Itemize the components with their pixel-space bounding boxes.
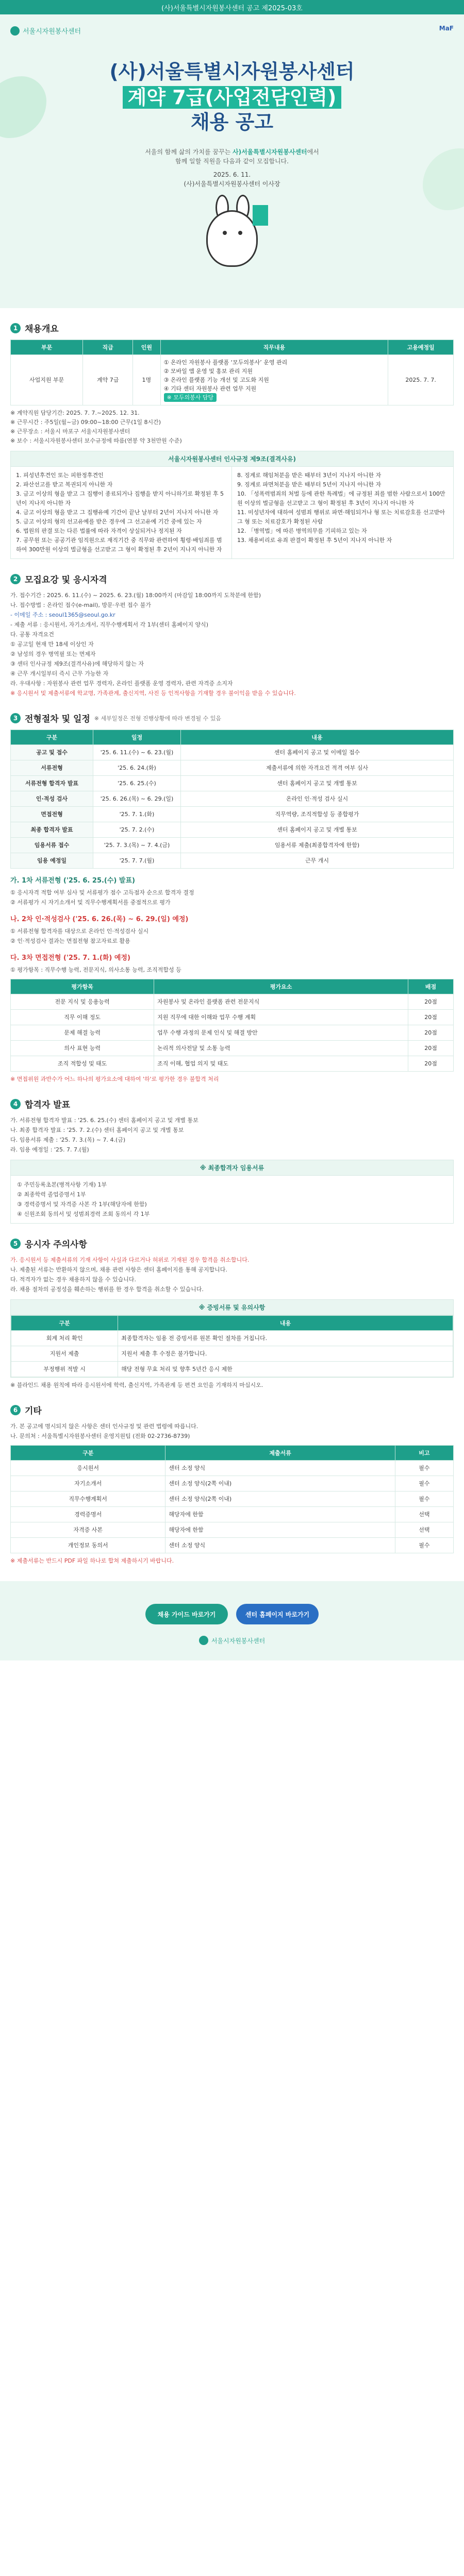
table-cell: 필수 (395, 1538, 453, 1553)
table-cell: '25. 6. 24.(화) (93, 760, 181, 776)
table-row (11, 1025, 454, 1041)
col-header: 내용 (118, 1316, 453, 1331)
table-cell: '25. 7. 1.(화) (93, 807, 181, 822)
table-cell: 선택 (395, 1507, 453, 1522)
table-cell: '25. 7. 3.(목) ~ 7. 4.(금) (93, 838, 181, 853)
col-header: 구분 (11, 730, 93, 745)
section-note: ※ 세부일정은 전형 진행상황에 따라 변경될 수 있음 (94, 715, 222, 722)
list-item: 가. 서류전형 합격자 발표 : '25. 6. 25.(수) 센터 홈페이지 공고 및 개별 통보 (10, 1117, 198, 1124)
table-cell: 문제 해결 능력 (11, 1025, 154, 1041)
table-row (11, 1476, 454, 1492)
list-item: 다. 공통 자격요건 (10, 631, 54, 638)
col-header: 인원 (133, 340, 161, 355)
table-cell: 센터 홈페이지 공고 및 개별 통보 (181, 776, 454, 791)
section-cautions (10, 1237, 454, 1390)
table-row (11, 1056, 454, 1072)
table-row (11, 1522, 454, 1538)
section-title-text: 모집요강 및 응시자격 (25, 575, 107, 585)
table-row (11, 853, 454, 869)
hero-title-line2 (0, 81, 464, 110)
rule-item: 6. 법원의 판결 또는 다른 법률에 따라 자격이 상실되거나 정지된 자 (16, 528, 182, 534)
col-header: 구분 (11, 1446, 165, 1461)
caution-box (10, 1299, 454, 1378)
list-item: 나. 접수방법 : 온라인 접수(e-mail), 방문·우편 접수 불가 (10, 602, 151, 608)
col-header: 직급 (83, 340, 133, 355)
duty-item: ② 모바일 앱 운영 및 홍보 관리 지원 (163, 368, 253, 375)
partner-badge: MaF (439, 25, 454, 32)
section-number: 5 (10, 1239, 21, 1249)
list-item: ① 주민등록초본(병적사항 기재) 1부 (17, 1181, 107, 1188)
note-line: ※ 계약직원 담당기간: 2025. 7. 7.~2025. 12. 31. (10, 410, 140, 416)
section-etc (10, 1403, 454, 1566)
section-number: 2 (10, 574, 21, 584)
section-number: 4 (10, 1099, 21, 1109)
list-item: ③ 경력증명서 및 자격증 사본 각 1부(해당자에 한함) (17, 1201, 147, 1208)
table-row (11, 1538, 454, 1553)
table-cell: 최종 합격자 발표 (11, 822, 93, 838)
section-title (10, 1403, 454, 1416)
list-item: 라. 임용 예정일 : '25. 7. 7.(월) (10, 1146, 89, 1153)
section-announcement (10, 1097, 454, 1224)
col-header: 직무내용 (160, 340, 388, 355)
rule-item: 5. 금고 이상의 형의 선고유예를 받은 경우에 그 선고유예 기간 중에 있는 자 (16, 518, 202, 525)
table-cell: 해당자에 한함 (165, 1522, 395, 1538)
table-cell: 센터 홈페이지 공고 및 이메일 접수 (181, 745, 454, 760)
section-requirements (10, 572, 454, 698)
table-cell: 필수 (395, 1476, 453, 1492)
hero-banner (0, 14, 464, 308)
table-row (11, 1331, 453, 1346)
table-row (11, 791, 454, 807)
table-cell: 임용 예정일 (11, 853, 93, 869)
hero-desc-text: 서울의 함께 삶의 가치를 꿈꾸는 (145, 148, 231, 156)
list-item: ③ 센터 인사규정 제9조(결격사유)에 해당하지 않는 자 (10, 660, 144, 667)
topbar-notice: (사)서울특별시자원봉사센터 공고 제2025-03호 (0, 0, 464, 14)
table-row (11, 1346, 453, 1362)
table-cell: 서류전형 합격자 발표 (11, 776, 93, 791)
table-row (11, 1461, 454, 1476)
list-item: ④ 신원조회 동의서 및 성범죄경력 조회 동의서 각 1부 (17, 1211, 150, 1217)
duty-badge: ※ 모두의봉사 담당 (164, 393, 217, 402)
col-header: 비고 (395, 1446, 453, 1461)
table-cell: 20점 (408, 1025, 454, 1041)
table-cell: 업무 수행 과정의 문제 인식 및 해결 방안 (154, 1025, 408, 1041)
footer (0, 1581, 464, 1660)
table-cell: 공고 및 접수 (11, 745, 93, 760)
section-number: 1 (10, 323, 21, 333)
section-overview (10, 321, 454, 559)
table-cell: '25. 6. 11.(수) ~ 6. 23.(월) (93, 745, 181, 760)
list-item: 나. 문의처 : 서울특별시자원봉사센터 운영지원팀 (전화 02-2736-8739) (10, 1433, 190, 1439)
table-cell: 센터 소정 양식(2쪽 이내) (165, 1492, 395, 1507)
table-cell: 해당 전형 무효 처리 및 향후 5년간 응시 제한 (118, 1362, 453, 1377)
warning-text: ※ 응시원서 및 제출서류에 학교명, 가족관계, 출신지역, 사진 등 인적사항을 기재할 경우 불이익을 받을 수 있습니다. (10, 690, 296, 697)
rule-item: 12. 「병역법」에 따른 병역의무를 기피하고 있는 자 (237, 528, 367, 534)
score-note: ※ 면접위원 과반수가 어느 하나의 평가요소에 대하여 '하'로 평가한 경우 불합격 처리 (10, 1076, 219, 1082)
table-cell: 센터 소정 양식 (165, 1461, 395, 1476)
list-item: 가. 응시원서 등 제출서류의 기재 사항이 사실과 다르거나 허위로 기재된 경우 합격을 취소합니다. (10, 1257, 250, 1263)
table-cell: '25. 6. 25.(수) (93, 776, 181, 791)
list-item: ① 서류전형 합격자를 대상으로 온라인 인·적성검사 실시 (10, 928, 149, 935)
sub-title-interview: 다. 3차 면접전형 ('25. 7. 1.(화) 예정) (10, 954, 130, 962)
table-cell: 온라인 인·적성 검사 실시 (181, 791, 454, 807)
list-item: 라. 우대사항 : 자원봉사 관련 업무 경력자, 온라인 플랫폼 운영 경력자, 관련 자격증 소지자 (10, 680, 233, 687)
table-cell: 20점 (408, 1056, 454, 1072)
table-cell: 조직 적합성 및 태도 (11, 1056, 154, 1072)
cell-start-date: 2025. 7. 7. (388, 355, 454, 405)
col-header: 일정 (93, 730, 181, 745)
sub-title-document: 가. 1차 서류전형 ('25. 6. 25.(수) 발표) (10, 877, 135, 885)
table-row (11, 1362, 453, 1377)
rule-item: 2. 파산선고를 받고 복권되지 아니한 자 (16, 481, 113, 488)
table-row (11, 822, 454, 838)
col-header: 평가요소 (154, 979, 408, 994)
box-left-col (11, 467, 232, 558)
guide-button[interactable]: 채용 가이드 바로가기 (145, 1604, 228, 1624)
section-title (10, 321, 454, 334)
rule-item: 10. 「성폭력범죄의 처벌 등에 관한 특례법」에 규정된 죄를 범한 사람으로서 100만원 이상의 벌금형을 선고받고 그 형이 확정된 후 3년이 지나지 아니한 자 (237, 490, 445, 506)
hero-title-highlight: 계약 7급(사업전담인력) (123, 86, 342, 109)
table-cell: 해당자에 한함 (165, 1507, 395, 1522)
box-title: ※ 증빙서류 및 유의사항 (11, 1300, 453, 1315)
table-cell: 자기소개서 (11, 1476, 165, 1492)
table-row (11, 745, 454, 760)
list-item: ② 최종학력 졸업증명서 1부 (17, 1191, 86, 1198)
rule-item: 3. 금고 이상의 형을 받고 그 집행이 종료되거나 집행을 받지 아니하기로 확정된 후 5년이 지나지 아니한 자 (16, 490, 224, 506)
section-title (10, 1237, 454, 1250)
table-cell: 부정행위 적발 시 (11, 1362, 118, 1377)
col-header: 제출서류 (165, 1446, 395, 1461)
list-item: ① 평가항목 : 직무수행 능력, 전문지식, 의사소통 능력, 조직적합성 등 (10, 967, 181, 973)
hero-date (0, 170, 464, 189)
table-cell: 20점 (408, 994, 454, 1010)
col-header: 구분 (11, 1316, 118, 1331)
box-title: ※ 최종합격자 임용서류 (11, 1160, 453, 1176)
brand-name: 서울시자원봉사센터 (23, 28, 81, 36)
table-cell: 필수 (395, 1461, 453, 1476)
table-cell: 지원서 제출 후 수정은 불가합니다. (118, 1346, 453, 1362)
section-title (10, 1097, 454, 1110)
table-cell: 전문 지식 및 응용능력 (11, 994, 154, 1010)
table-cell: 경력증명서 (11, 1507, 165, 1522)
rule-item: 8. 징계로 해임처분을 받은 때부터 3년이 지나지 아니한 자 (237, 472, 382, 479)
schedule-table (10, 730, 454, 869)
table-cell: 필수 (395, 1492, 453, 1507)
documents-box (10, 1160, 454, 1224)
table-cell: 자격증 사본 (11, 1522, 165, 1538)
note-line: ※ 근무시간 : 주5일(월~금) 09:00~18:00 근무(1일 8시간) (10, 419, 161, 426)
list-item: ④ 근무 개시일부터 즉시 근무 가능한 자 (10, 670, 109, 677)
list-item: 나. 최종 합격자 발표 : '25. 7. 2.(수) 센터 홈페이지 공고 및 개별 통보 (10, 1127, 184, 1133)
table-cell: 센터 소정 양식(2쪽 이내) (165, 1476, 395, 1492)
section-title (10, 572, 454, 585)
table-row (11, 776, 454, 791)
table-cell: 지원서 제출 (11, 1346, 118, 1362)
table-cell: '25. 7. 2.(수) (93, 822, 181, 838)
overview-table (10, 340, 454, 405)
box-title: 서울시자원봉사센터 인사규정 제9조(결격사유) (11, 451, 453, 467)
duty-item: ④ 기타 센터 자원봉사 관련 업무 지원 (163, 385, 257, 392)
disqualification-box (10, 451, 454, 559)
section-title-text: 응시자 주의사항 (25, 1240, 87, 1250)
list-item: 나. 제출된 서류는 반환하지 않으며, 채용 관련 사항은 센터 홈페이지를 통해 공지합니다. (10, 1266, 227, 1273)
table-cell: 임용서류 접수 (11, 838, 93, 853)
cell-field: 사업지원 부문 (11, 355, 83, 405)
table-cell: 근무 개시 (181, 853, 454, 869)
table-cell: 의사 표현 능력 (11, 1041, 154, 1056)
table-cell: 회계 처리 확인 (11, 1331, 118, 1346)
hero-description (0, 147, 464, 166)
box-right-col (232, 467, 453, 558)
sub-title-aptitude: 나. 2차 인·적성검사 ('25. 6. 26.(목) ~ 6. 29.(일) 예정) (10, 916, 189, 923)
section-title (10, 711, 454, 724)
list-item: ② 서류평가 시 자기소개서 및 직무수행계획서를 중점적으로 평가 (10, 899, 171, 906)
table-cell: 센터 소정 양식 (165, 1538, 395, 1553)
hero-desc-text2: 함께 일할 직원을 다음과 같이 모집합니다. (175, 158, 289, 165)
table-row (11, 355, 454, 405)
table-row (11, 1492, 454, 1507)
table-cell: 자원봉사 및 온라인 플랫폼 관련 전문지식 (154, 994, 408, 1010)
list-item: ② 남성의 경우 병역필 또는 면제자 (10, 651, 96, 657)
list-item: 다. 적격자가 없는 경우 채용하지 않을 수 있습니다. (10, 1276, 136, 1283)
table-row (11, 838, 454, 853)
table-cell: 논리적 의사전달 및 소통 능력 (154, 1041, 408, 1056)
col-header: 부문 (11, 340, 83, 355)
table-cell: 직무수행계획서 (11, 1492, 165, 1507)
table-cell: 임용서류 제출(최종합격자에 한함) (181, 838, 454, 853)
caution-table (11, 1315, 453, 1377)
list-item: 가. 본 공고에 명시되지 않은 사항은 센터 인사규정 및 관련 법령에 따릅니다. (10, 1423, 198, 1430)
rule-item: 13. 채용비리로 유죄 판결이 확정된 후 5년이 지나지 아니한 자 (237, 537, 392, 544)
hero-title-line1: (사)서울특별시자원봉사센터 (109, 60, 355, 83)
footer-org-name: 서울시자원봉사센터 (211, 1637, 266, 1645)
list-item: 가. 접수기간 : 2025. 6. 11.(수) ~ 2025. 6. 23.(월) 18:00까지 (마감일 18:00까지 도착분에 한함) (10, 592, 261, 599)
submission-note: ※ 제출서류는 반드시 PDF 파일 하나로 합쳐 제출하시기 바랍니다. (10, 1557, 174, 1564)
table-cell: '25. 7. 7.(월) (93, 853, 181, 869)
table-cell: 개인정보 동의서 (11, 1538, 165, 1553)
hero-title-line3: 채용 공고 (190, 111, 274, 133)
table-cell: 인·적성 검사 (11, 791, 93, 807)
section-title-text: 전형절차 및 일정 (25, 714, 90, 724)
footer-logo (0, 1636, 464, 1645)
list-item: - 제출 서류 : 응시원서, 자기소개서, 직무수행계획서 각 1부(센터 홈페이지 양식) (10, 621, 208, 628)
list-item: ② 인·적성검사 결과는 면접전형 참고자료로 활용 (10, 938, 130, 944)
table-cell: 면접전형 (11, 807, 93, 822)
rule-item: 11. 미성년자에 대하여 성범죄 행위로 파면·해임되거나 형 또는 치료감호를 선고받아 그 형 또는 치료감호가 확정된 사람 (237, 509, 445, 525)
logo-mark-icon (10, 26, 20, 36)
section-number: 3 (10, 713, 21, 723)
col-header: 평가항목 (11, 979, 154, 994)
logo-mark-icon (199, 1636, 208, 1645)
cell-duties (160, 355, 388, 405)
brand-logo[interactable] (10, 26, 81, 36)
rule-item: 9. 징계로 파면처분을 받은 때부터 5년이 지나지 아니한 자 (237, 481, 382, 488)
announce-date: 2025. 6. 11. (213, 171, 251, 178)
table-cell: 선택 (395, 1522, 453, 1538)
table-row (11, 1010, 454, 1025)
section-schedule (10, 711, 454, 1084)
table-row (11, 1041, 454, 1056)
cell-count: 1명 (133, 355, 161, 405)
table-cell: 서류전형 (11, 760, 93, 776)
mascot-rabbit-icon (196, 195, 268, 272)
table-row (11, 994, 454, 1010)
table-cell: 최종합격자는 임용 전 증빙서류 원본 확인 절차를 거칩니다. (118, 1331, 453, 1346)
blind-note: ※ 블라인드 채용 원칙에 따라 응시원서에 학력, 출신지역, 가족관계 등 편견 요인을 기재하지 마십시오. (10, 1382, 263, 1388)
rule-item: 7. 공무원 또는 공공기관 임직원으로 재직기간 중 직무와 관련하여 횡령·배임죄를 범하여 300만원 이상의 벌금형을 선고받고 그 형이 확정된 후 2년이 지나지 아니한 자 (16, 537, 222, 553)
note-line: ※ 보수 : 서울시자원봉사센터 보수규정에 따름(연봉 약 3천만원 수준) (10, 437, 182, 444)
cell-grade: 계약 7급 (83, 355, 133, 405)
table-cell: '25. 6. 26.(목) ~ 6. 29.(일) (93, 791, 181, 807)
section-number: 6 (10, 1405, 21, 1415)
table-cell: 응시원서 (11, 1461, 165, 1476)
rule-item: 1. 피성년후견인 또는 피한정후견인 (16, 472, 104, 479)
col-header: 내용 (181, 730, 454, 745)
col-header: 고용예정일 (388, 340, 454, 355)
rule-item: 4. 금고 이상의 형을 받고 그 집행유예 기간이 끝난 날부터 2년이 지나지 아니한 자 (16, 509, 219, 516)
table-row (11, 1507, 454, 1522)
email-link[interactable]: - 이메일 주소 : seoul1365@seoul.go.kr (10, 612, 115, 618)
section-title-text: 기타 (25, 1406, 42, 1416)
table-cell: 20점 (408, 1010, 454, 1025)
list-item: 다. 임용서류 제출 : '25. 7. 3.(목) ~ 7. 4.(금) (10, 1137, 126, 1143)
duty-item: ③ 온라인 플랫폼 기능 개선 및 고도화 지원 (163, 377, 269, 383)
announce-issuer: (사)서울특별시자원봉사센터 이사장 (184, 180, 280, 188)
hero-desc-tail: 에서 (307, 148, 319, 156)
table-cell: 지원 직무에 대한 이해와 업무 수행 계획 (154, 1010, 408, 1025)
submission-table (10, 1445, 454, 1553)
note-line: ※ 근무장소 : 서울시 마포구 서울시자원봉사센터 (10, 428, 130, 435)
table-cell: 직무 이해 정도 (11, 1010, 154, 1025)
requirements-list (10, 590, 454, 698)
list-item: ① 응시자격 적합 여부 심사 및 서류평가 점수 고득점자 순으로 합격자 결정 (10, 889, 194, 896)
table-cell: 센터 홈페이지 공고 및 개별 통보 (181, 822, 454, 838)
hero-desc-highlight: 사)서울특별시자원봉사센터 (233, 148, 307, 156)
score-table (10, 979, 454, 1072)
table-row (11, 760, 454, 776)
table-cell: 직무역량, 조직적합성 등 종합평가 (181, 807, 454, 822)
homepage-button[interactable]: 센터 홈페이지 바로가기 (236, 1604, 319, 1624)
col-header: 배점 (408, 979, 454, 994)
section-title-text: 채용개요 (25, 324, 59, 334)
section-title-text: 합격자 발표 (25, 1100, 71, 1110)
table-row (11, 807, 454, 822)
duty-item: ① 온라인 자원봉사 플랫폼 ‘모두의봉사’ 운영 관리 (163, 359, 288, 366)
table-cell: 20점 (408, 1041, 454, 1056)
list-item: ① 공고일 현재 만 18세 이상인 자 (10, 641, 94, 648)
list-item: 라. 채용 절차의 공정성을 훼손하는 행위를 한 경우 합격을 취소할 수 있습니다. (10, 1286, 204, 1293)
overview-notes (10, 409, 454, 446)
table-cell: 제출서류에 의한 자격요건 적격 여부 심사 (181, 760, 454, 776)
table-cell: 조직 이해, 협업 의지 및 태도 (154, 1056, 408, 1072)
